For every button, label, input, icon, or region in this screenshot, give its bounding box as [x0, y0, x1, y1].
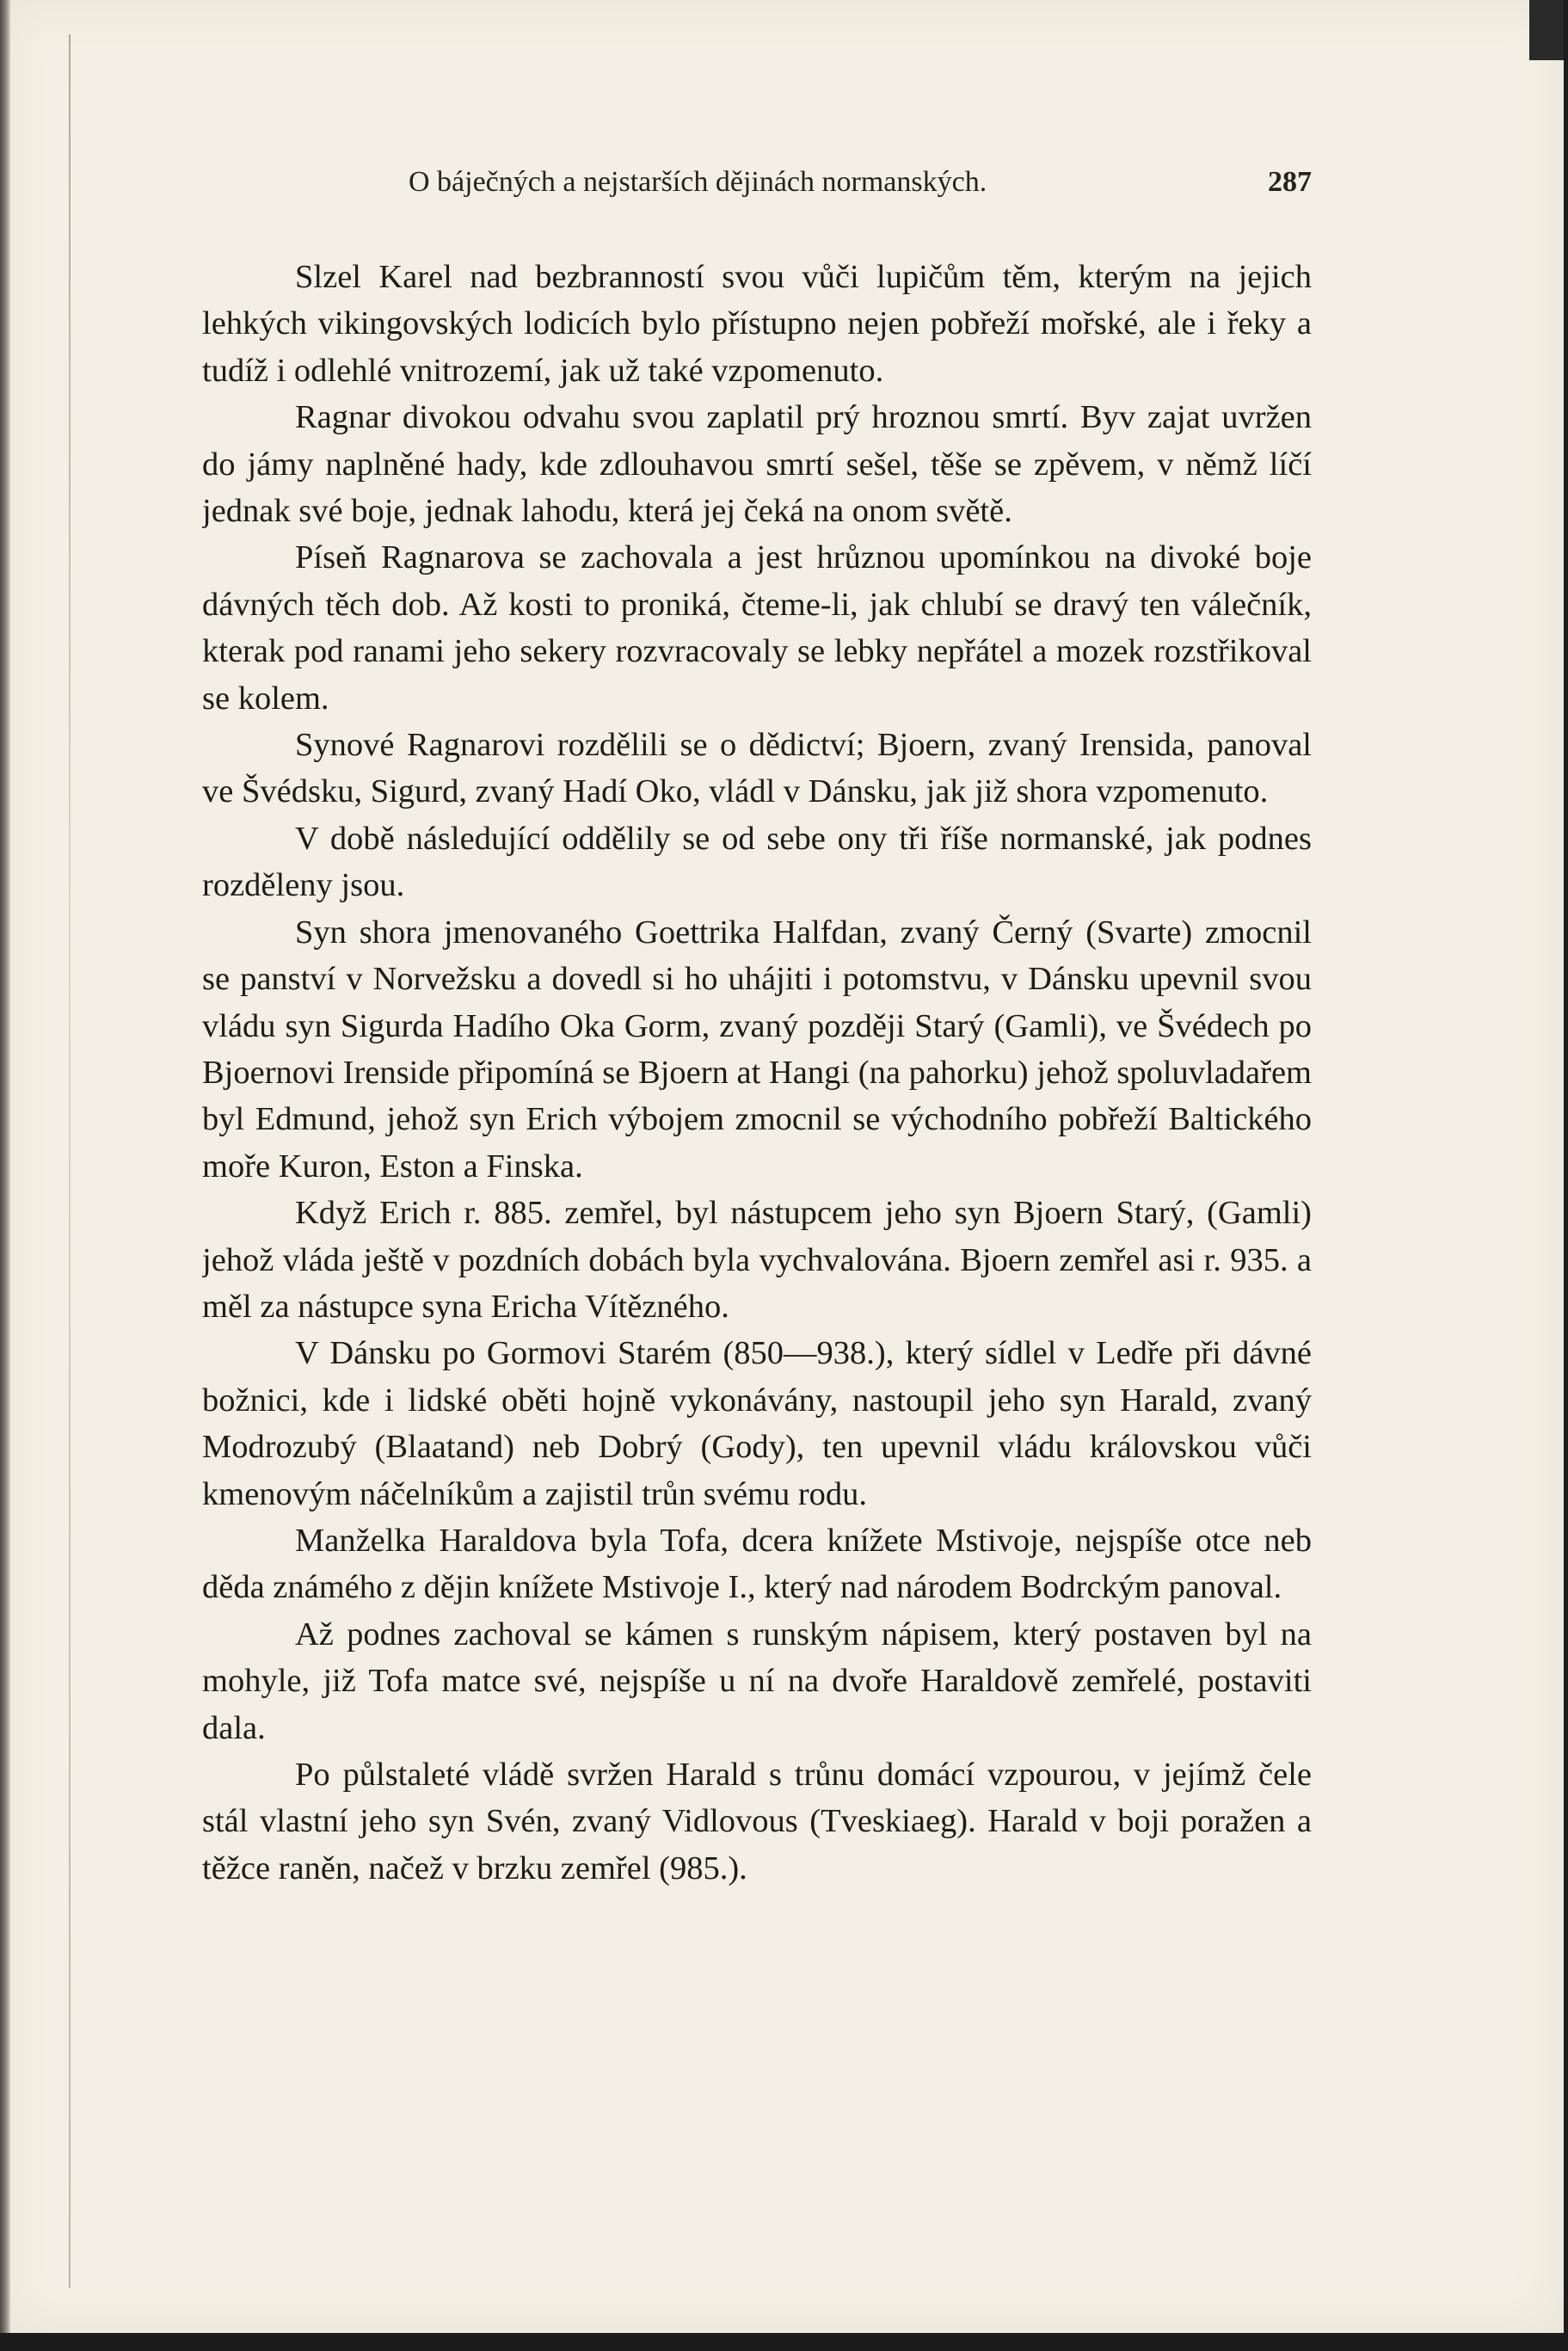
- page-number: 287: [1268, 166, 1312, 198]
- paragraph: Ragnar divokou odvahu svou zaplatil prý hroznou smrtí. Byv zajat uvržen do jámy naplněné hady, kde zdlouhavou smrtí sešel, těše se zpěvem, v němž líčí jednak své boje, jednak lahodu, která jej čeká na onom světě.: [202, 399, 1312, 530]
- paragraph: Až podnes zachoval se kámen s runským nápisem, který postaven byl na mohyle, již Tofa matce své, nejspíše u ní na dvoře Haraldově zemřelé, postaviti dala.: [202, 1616, 1312, 1746]
- body-text: [202, 254, 1312, 2163]
- paragraph: Píseň Ragnarova se zachovala a jest hrůznou upomínkou na divoké boje dávných těch dob. Až kosti to proniká, čteme-li, jak chlubí se dravý ten válečník, kterak pod ranami jeho sekery rozvracovaly se lebky nepřátel a mozek rozstřikoval se kolem.: [202, 539, 1312, 717]
- paragraph: Syn shora jmenovaného Goettrika Halfdan, zvaný Černý (Svarte) zmocnil se panství v Norvežsku a dovedl si ho uhájiti i potomstvu, v Dánsku upevnil svou vládu syn Sigurda Hadího Oka Gorm, zvaný později Starý (Gamli), ve Švédech po Bjoernovi Irenside připomíná se Bjoern at Hangi (na pahorku) jehož spoluvladařem byl Edmund, jehož syn Erich výbojem zmocnil se východního pobřeží Baltického moře Kuron, Eston a Finska.: [202, 914, 1312, 1185]
- page-binding-edge: [0, 0, 10, 2333]
- scan-background-edge: [0, 2333, 1568, 2351]
- running-title: O báječných a nejstarších dějinách normanských.: [409, 166, 987, 198]
- paragraph: Po půlstaleté vládě svržen Harald s trůnu domácí vzpourou, v jejímž čele stál vlastní jeho syn Svén, zvaný Vidlovous (Tveskiaeg). Harald v boji poražen a těžce raněn, načež v brzku zemřel (985.).: [202, 1757, 1312, 1886]
- paragraph: V Dánsku po Gormovi Starém (850—938.), který sídlel v Ledře při dávné božnici, kde i lidské oběti hojně vykonávány, nastoupil jeho syn Harald, zvaný Modrozubý (Blaatand) neb Dobrý (Gody), ten upevnil vládu královskou vůči kmenovým náčelníkům a zajistil trůn svému rodu.: [202, 1335, 1312, 1512]
- paragraph: Slzel Karel nad bezbranností svou vůči lupičům těm, kterým na jejich lehkých vikingovských lodicích bylo přístupno nejen pobřeží mořské, ale i řeky a tudíž i odlehlé vnitrozemí, jak už také vzpomenuto.: [202, 259, 1312, 389]
- scan-corner-mark: [1529, 0, 1564, 60]
- gutter-shadow-line: [69, 34, 71, 2288]
- running-header: [202, 166, 1312, 209]
- paragraph: V době následující oddělily se od sebe ony tři říše normanské, jak podnes rozděleny jsou.: [202, 820, 1312, 904]
- paragraph: Synové Ragnarovi rozdělili se o dědictví; Bjoern, zvaný Irensida, panoval ve Švédsku, Sigurd, zvaný Hadí Oko, vládl v Dánsku, jak již shora vzpomenuto.: [202, 727, 1312, 810]
- paragraph: Manželka Haraldova byla Tofa, dcera knížete Mstivoje, nejspíše otce neb děda známého z dějin knížete Mstivoje I., který nad národem Bodrckým panoval.: [202, 1522, 1312, 1606]
- paragraph: Když Erich r. 885. zemřel, byl nástupcem jeho syn Bjoern Starý, (Gamli) jehož vláda ještě v pozdních dobách byla vychvalována. Bjoern zemřel asi r. 935. a měl za nástupce syna Ericha Vítězného.: [202, 1195, 1312, 1325]
